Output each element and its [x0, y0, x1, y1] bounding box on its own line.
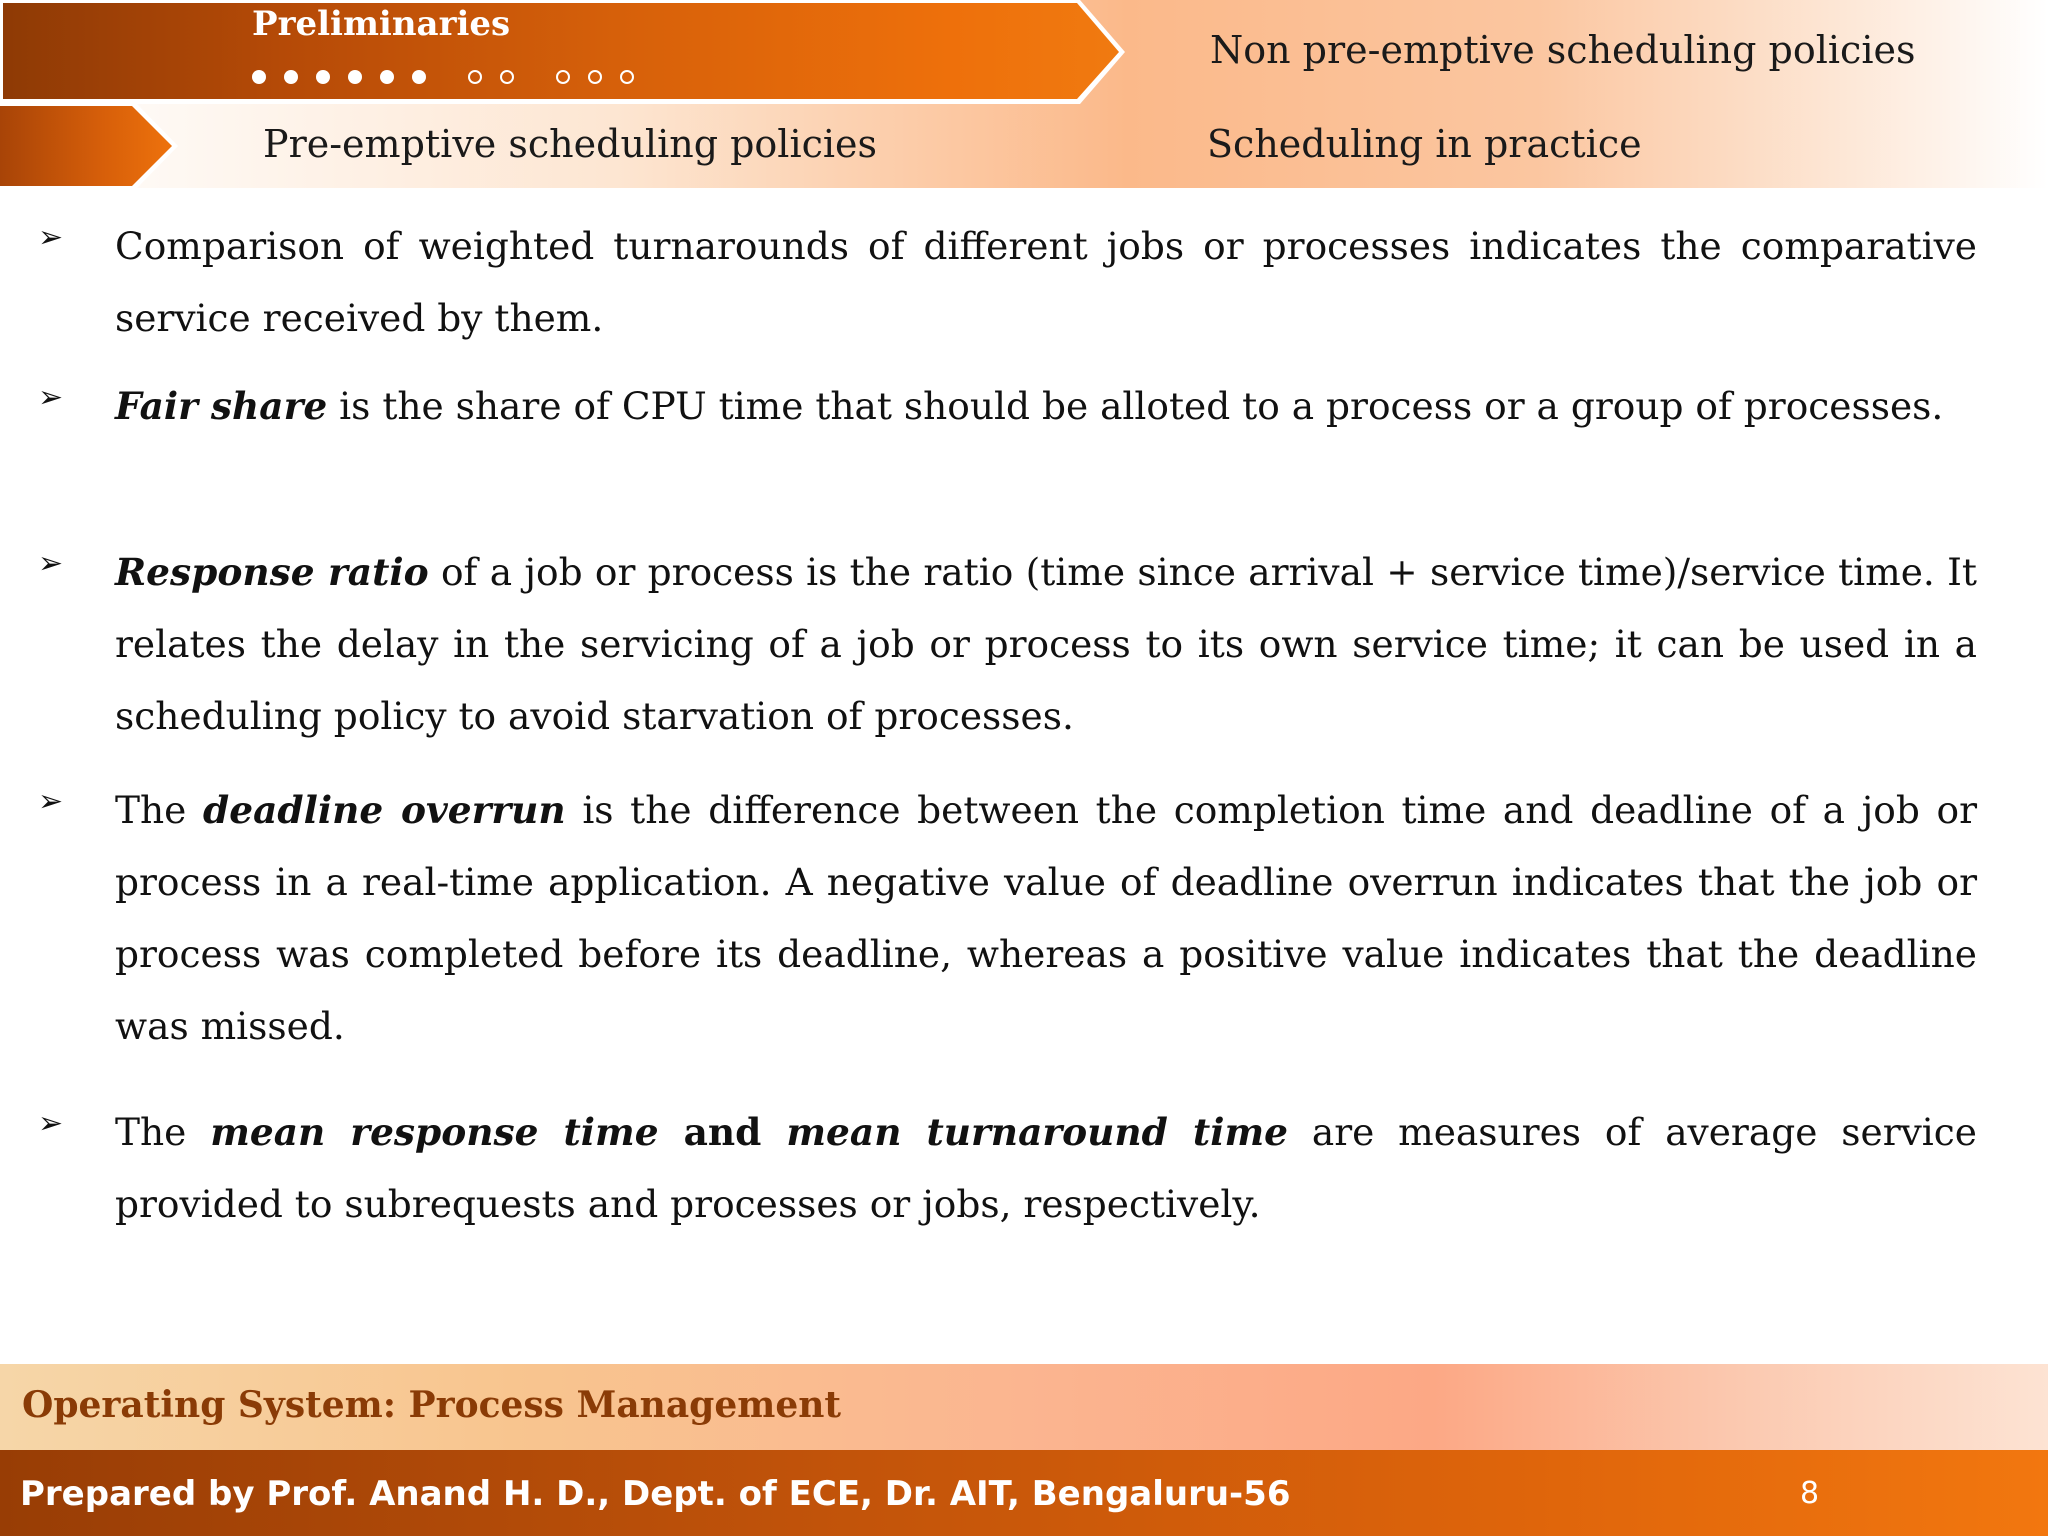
- bullet-text: The deadline overrun is the difference between the completion time and deadline of a job or process in a real-time application. A negative value of deadline overrun indicates that the job or process was completed before its deadline, whereas a positive value indicates that the deadline was missed.: [115, 788, 1978, 1048]
- term-deadline-overrun: deadline overrun: [203, 788, 566, 832]
- bullet-text: The mean response time and mean turnaround time are measures of average service provided to subrequests and processes or jobs, respectively.: [115, 1110, 1977, 1226]
- author-credit: Prepared by Prof. Anand H. D., Dept. of ECE, Dr. AIT, Bengaluru-56: [20, 1474, 1291, 1514]
- arrow-bullet-icon: ➢: [38, 220, 64, 255]
- progress-dot-open[interactable]: [620, 70, 634, 84]
- term-fair-share: Fair share: [115, 384, 328, 428]
- progress-dot-open[interactable]: [468, 70, 482, 84]
- progress-dot-filled[interactable]: [412, 70, 426, 84]
- slide-progress-dots: [252, 62, 634, 92]
- term-mean-response-time: mean response time: [210, 1110, 659, 1154]
- progress-dot-open[interactable]: [500, 70, 514, 84]
- course-title: Operating System: Process Management: [22, 1384, 842, 1426]
- progress-dot-filled[interactable]: [252, 70, 266, 84]
- bullet-text: Response ratio of a job or process is the ratio (time since arrival + service time)/service time. It relates the delay in the servicing of a job or process to its own service time; it can be used in a scheduling policy to avoid starvation of processes.: [115, 550, 1977, 738]
- slide-header: [0, 0, 2048, 188]
- arrow-bullet-icon: ➢: [38, 546, 64, 581]
- arrow-bullet-icon: ➢: [38, 784, 64, 819]
- progress-dot-filled[interactable]: [316, 70, 330, 84]
- term-response-ratio: Response ratio: [115, 550, 429, 594]
- term-mean-turnaround-time: mean turnaround time: [786, 1110, 1288, 1154]
- section-title: Preliminaries: [252, 4, 511, 44]
- progress-dot-filled[interactable]: [284, 70, 298, 84]
- arrow-bullet-icon: ➢: [38, 380, 64, 415]
- nav-scheduling-in-practice[interactable]: Scheduling in practice: [1207, 122, 1642, 166]
- progress-dot-open[interactable]: [556, 70, 570, 84]
- progress-dot-open[interactable]: [588, 70, 602, 84]
- progress-dot-filled[interactable]: [348, 70, 362, 84]
- page-number: 8: [1800, 1476, 1820, 1511]
- progress-dot-filled[interactable]: [380, 70, 394, 84]
- nav-preemptive[interactable]: Pre-emptive scheduling policies: [263, 122, 878, 166]
- arrow-bullet-icon: ➢: [38, 1106, 64, 1141]
- bullet-text: Comparison of weighted turnarounds of different jobs or processes indicates the comparative service received by them.: [115, 224, 1977, 340]
- nav-non-preemptive[interactable]: Non pre-emptive scheduling policies: [1210, 28, 1916, 72]
- bullet-text: Fair share is the share of CPU time that should be alloted to a process or a group of processes.: [115, 384, 1944, 428]
